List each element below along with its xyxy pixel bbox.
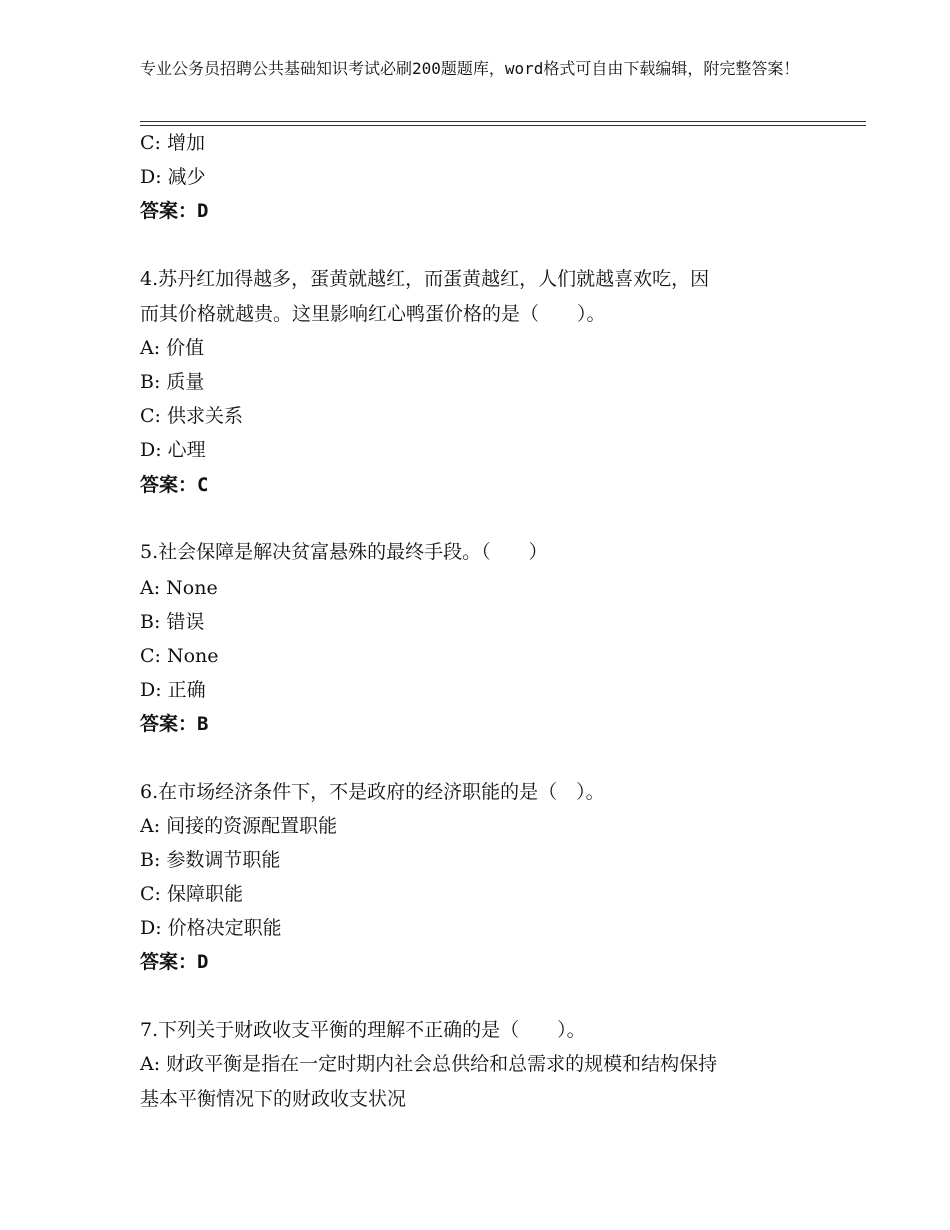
q5-option-d: D: 正确	[140, 679, 206, 701]
q3-option-d: D: 减少	[140, 166, 206, 188]
q5-option-a: A: None	[140, 577, 218, 599]
q5-option-b: B: 错误	[140, 611, 205, 633]
q4-option-d: D: 心理	[140, 439, 206, 461]
q4-stem-line2: 而其价格就越贵。这里影响红心鸭蛋价格的是（ ）。	[140, 303, 606, 325]
document-header: 专业公务员招聘公共基础知识考试必刷200题题库，word格式可自由下载编辑，附完整答案！	[140, 59, 800, 78]
q6-stem: 6.在市场经济条件下，不是政府的经济职能的是（ ）。	[140, 781, 605, 803]
q7-stem: 7.下列关于财政收支平衡的理解不正确的是（ ）。	[140, 1019, 586, 1041]
q4-option-c: C: 供求关系	[140, 405, 243, 427]
header-rule-top	[140, 121, 866, 122]
q7-option-a-line1: A: 财政平衡是指在一定时期内社会总供给和总需求的规模和结构保持	[140, 1053, 718, 1075]
q6-option-a: A: 间接的资源配置职能	[140, 815, 338, 837]
q6-option-b: B: 参数调节职能	[140, 849, 281, 871]
q3-answer: 答案：D	[140, 200, 209, 222]
q7-option-a-line2: 基本平衡情况下的财政收支状况	[140, 1088, 407, 1110]
q4-stem-line1: 4.苏丹红加得越多，蛋黄就越红，而蛋黄越红，人们就越喜欢吃，因	[140, 268, 710, 290]
q6-option-c: C: 保障职能	[140, 883, 243, 905]
q4-option-a: A: 价值	[140, 337, 205, 359]
q3-option-c: C: 增加	[140, 132, 205, 154]
q6-option-d: D: 价格决定职能	[140, 917, 282, 939]
q5-answer: 答案：B	[140, 713, 209, 735]
q6-answer: 答案：D	[140, 951, 209, 973]
header-rule-bottom	[140, 125, 866, 126]
q4-option-b: B: 质量	[140, 371, 205, 393]
q4-answer: 答案：C	[140, 474, 209, 496]
q5-stem: 5.社会保障是解决贫富悬殊的最终手段。（ ）	[140, 541, 548, 563]
q5-option-c: C: None	[140, 645, 219, 667]
